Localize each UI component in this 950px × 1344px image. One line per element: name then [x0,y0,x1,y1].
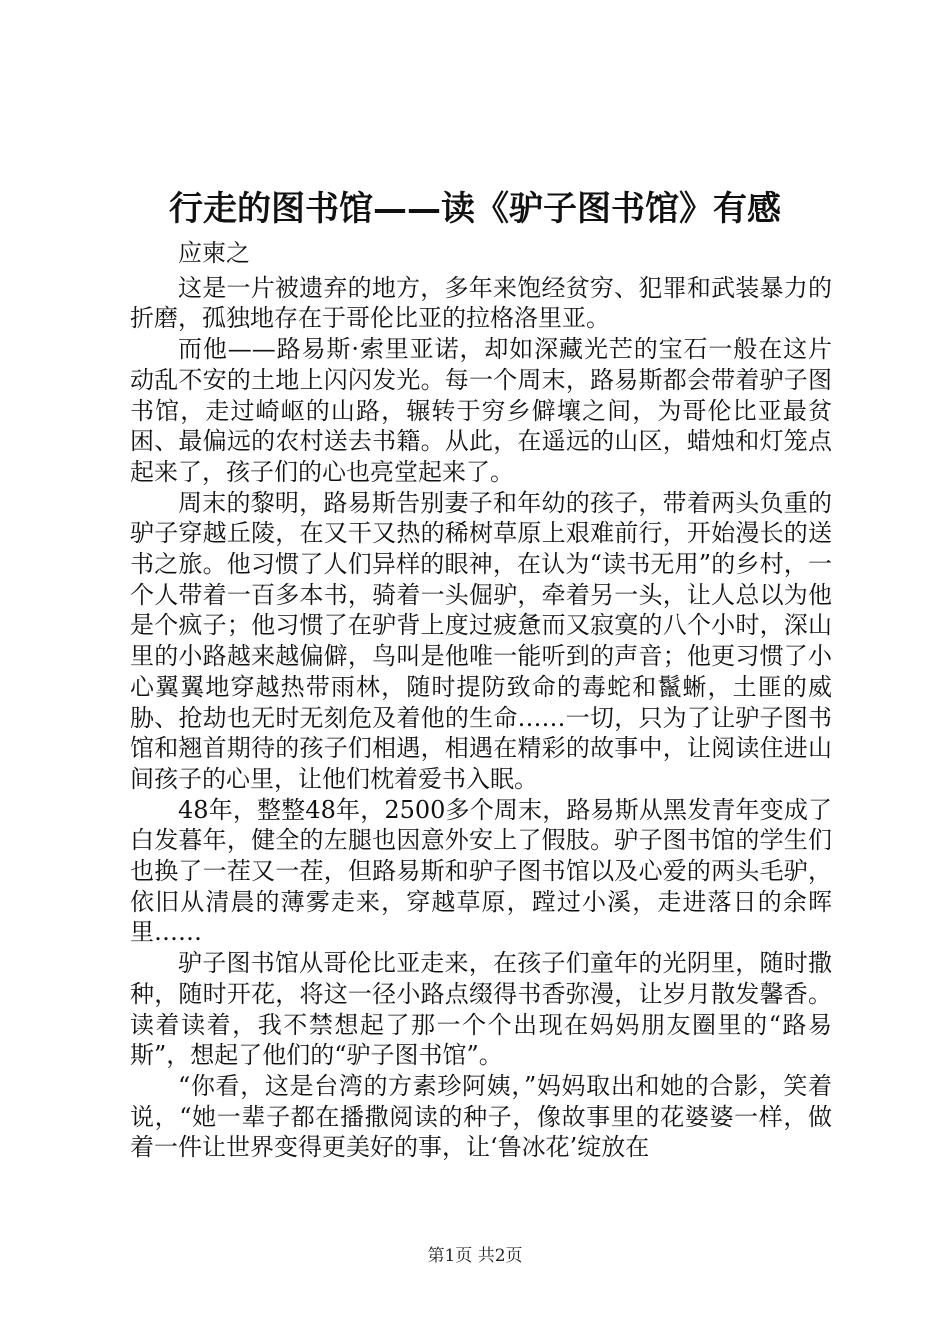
document-title: 行走的图书馆——读《驴子图书馆》有感 [169,189,781,229]
paragraph-4: 48年，整整48年，2500多个周末，路易斯从黑发青年变成了白发暮年，健全的左腿也因意外安上了假肢。驴子图书馆的学生们也换了一茬又一茬，但路易斯和驴子图书馆以及心爱的两头毛驴，依旧从清晨的薄雾走来，穿越草原，蹚过小溪，走进落日的余晖里…… [130,795,832,947]
paragraph-5: 驴子图书馆从哥伦比亚走来，在孩子们童年的光阴里，随时撒种，随时开花，将这一径小路点缀得书香弥漫，让岁月散发馨香。读着读着，我不禁想起了那一个个出现在妈妈朋友圈里的“路易斯”，想起了他们的“驴子图书馆”。 [130,949,832,1070]
document-body [130,238,832,1163]
paragraph-3: 周末的黎明，路易斯告别妻子和年幼的孩子，带着两头负重的驴子穿越丘陵，在又干又热的稀树草原上艰难前行，开始漫长的送书之旅。他习惯了人们异样的眼神，在认为“读书无用”的乡村，一个人带着一百多本书，骑着一头倔驴，牵着另一头，让人总以为他是个疯子；他习惯了在驴背上度过疲惫而又寂寞的八个小时，深山里的小路越来越偏僻，鸟叫是他唯一能听到的声音；他更习惯了小心翼翼地穿越热带雨林，随时提防致命的毒蛇和鬣蜥，土匪的威胁、抢劫也无时无刻危及着他的生命……一切，只为了让驴子图书馆和翘首期待的孩子们相遇，相遇在精彩的故事中，让阅读住进山间孩子的心里，让他们枕着爱书入眠。 [130,488,832,793]
paragraph-1: 这是一片被遗弃的地方，多年来饱经贫穷、犯罪和武装暴力的折磨，孤独地存在于哥伦比亚的拉格洛里亚。 [130,273,832,333]
author-name: 应柬之 [178,239,250,267]
page-footer: 第1页 共2页 [427,1246,523,1266]
paragraph-2: 而他——路易斯·索里亚诺，却如深藏光芒的宝石一般在这片动乱不安的土地上闪闪发光。每一个周末，路易斯都会带着驴子图书馆，走过崎岖的山路，辗转于穷乡僻壤之间，为哥伦比亚最贫困、最偏远的农村送去书籍。从此，在遥远的山区，蜡烛和灯笼点起来了，孩子们的心也亮堂起来了。 [130,335,832,486]
paragraph-6: “你看，这是台湾的方素珍阿姨，”妈妈取出和她的合影，笑着说，“她一辈子都在播撒阅读的种子，像故事里的花婆婆一样，做着一件让世界变得更美好的事，让‘鲁冰花’绽放在 [130,1071,832,1162]
